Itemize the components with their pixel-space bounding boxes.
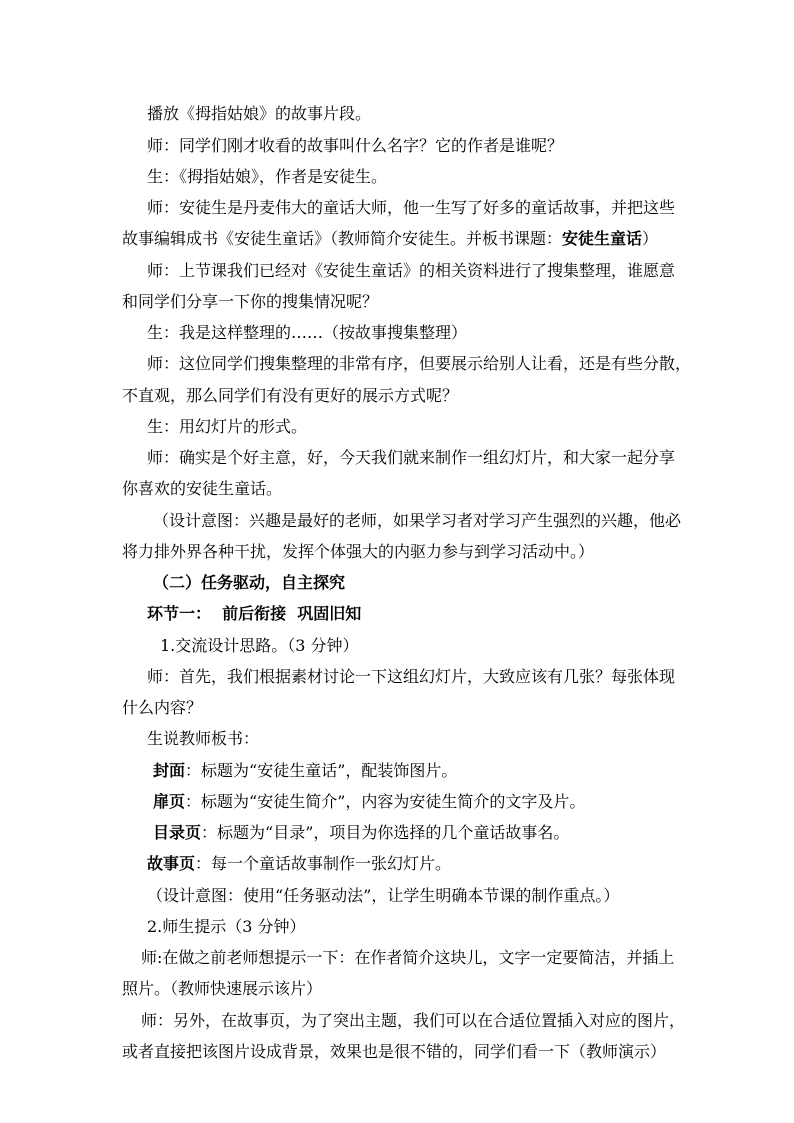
text-line: 师：上节课我们已经对《安徒生童话》的相关资料进行了搜集整理，谁愿意 [147, 261, 676, 280]
item-label: 封面 [153, 761, 186, 780]
text-line: 生：用幻灯片的形式。 [147, 417, 308, 436]
item-text: ：标题为“目录”，项目为你选择的几个童话故事名。 [201, 823, 570, 842]
text-line: 将力排外界各种干扰，发挥个体强大的内驱力参与到学习活动中。） [122, 542, 595, 561]
section-heading: （二）任务驱动，自主探究 [153, 573, 346, 592]
subsection-heading: 环节一： 前后衔接 巩固旧知 [147, 604, 362, 623]
text-line: 照片。（教师快速展示该片） [122, 979, 323, 998]
text-line: 师：这位同学们搜集整理的非常有序，但要展示给别人让看，还是有些分散， [147, 354, 692, 373]
board-title-bold: 安徒生童话 [562, 229, 643, 248]
text-line: 生说教师板书： [147, 729, 260, 748]
text-line: 或者直接把该图片设成背景，效果也是很不错的，同学们看一下（教师演示） [122, 1042, 667, 1061]
text-line: 和同学们分享一下你的搜集情况呢？ [122, 292, 379, 311]
list-item [153, 792, 585, 812]
text-line: （设计意图：兴趣是最好的老师，如果学习者对学习产生强烈的兴趣，他必 [153, 511, 682, 530]
item-label: 故事页 [147, 854, 196, 873]
list-item [153, 823, 569, 843]
list-item [147, 854, 451, 874]
list-item [153, 761, 457, 781]
text-run: 故事编辑成书《安徒生童话》（教师简介安徒生。并板书课题： [122, 229, 563, 248]
text-line: （设计意图：使用“任务驱动法”，让学生明确本节课的制作重点。） [147, 886, 620, 905]
text-line: 师：安徒生是丹麦伟大的童话大师，他一生写了好多的童话故事，并把这些 [147, 198, 676, 217]
text-line [122, 229, 658, 249]
text-line: 师：同学们刚才收看的故事叫什么名字？它的作者是谁呢？ [147, 136, 564, 155]
text-line: 2.师生提示（3 分钟） [147, 917, 306, 936]
item-label: 扉页 [153, 792, 186, 811]
text-line: 师：另外，在故事页，为了突出主题，我们可以在合适位置插入对应的图片， [141, 1011, 686, 1030]
text-line: 不直观，那么同学们有没有更好的展示方式呢？ [122, 386, 459, 405]
item-text: ：每一个童话故事制作一张幻灯片。 [195, 854, 452, 873]
text-line: 你喜欢的安徒生童话。 [122, 479, 283, 498]
text-line: 生：我是这样整理的……（按故事搜集整理） [147, 323, 468, 342]
text-line: 师:在做之前老师想提示一下：在作者简介这块儿，文字一定要简洁，并插上 [141, 948, 675, 967]
item-text: ：标题为“安徒生简介”，内容为安徒生简介的文字及片。 [185, 792, 586, 811]
text-line: 师：首先，我们根据素材讨论一下这组幻灯片，大致应该有几张？每张体现 [147, 667, 676, 686]
text-run: ） [642, 229, 659, 248]
text-line: 播放《拇指姑娘》的故事片段。 [147, 104, 372, 123]
text-line: 什么内容？ [122, 698, 203, 717]
text-line: 师：确实是个好主意，好，今天我们就来制作一组幻灯片，和大家一起分享 [147, 448, 676, 467]
text-line: 1.交流设计思路。（3 分钟） [160, 636, 359, 655]
item-text: ：标题为“安徒生童话”，配装饰图片。 [185, 761, 458, 780]
text-line: 生：《拇指姑娘》，作者是安徒生。 [147, 167, 388, 186]
item-label: 目录页 [153, 823, 202, 842]
